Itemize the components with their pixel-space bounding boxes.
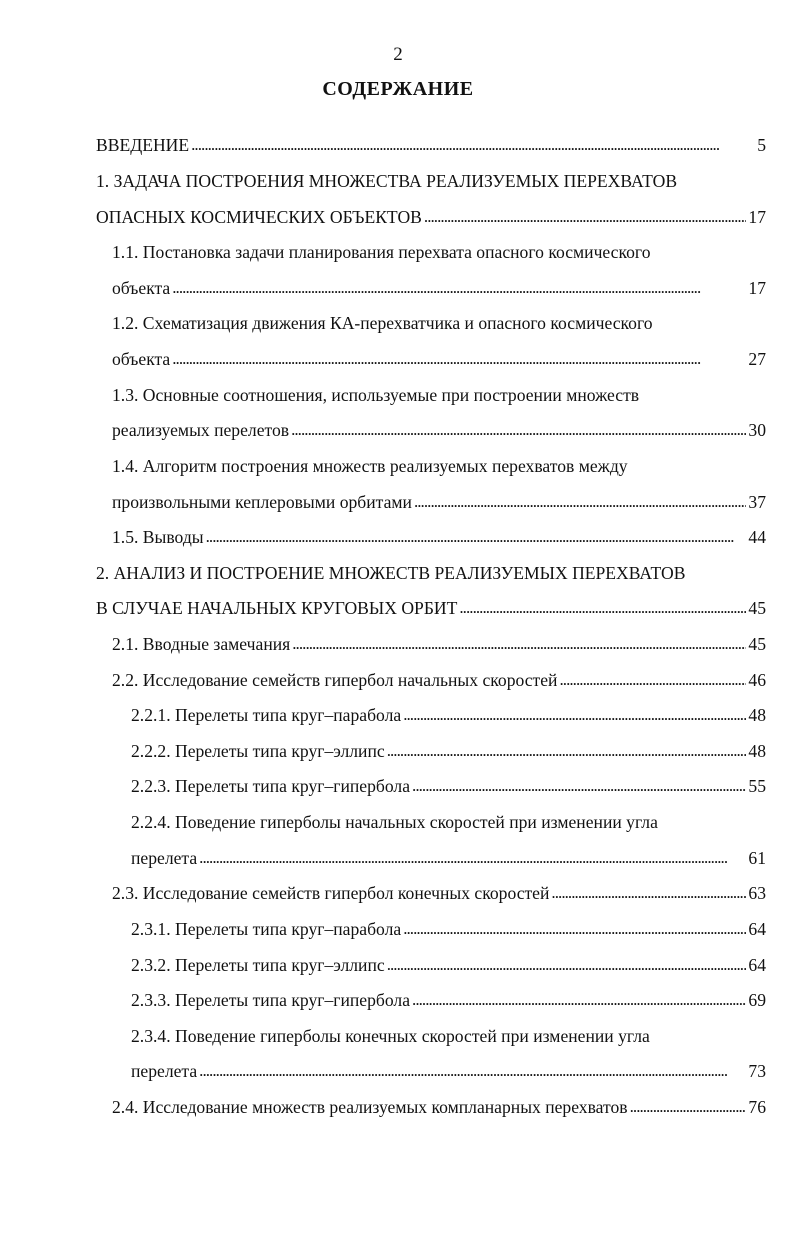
toc-entry-text: ВВЕДЕНИЕ <box>96 135 190 155</box>
toc-page-number: 69 <box>748 990 766 1010</box>
toc-entry-chapter-1-cont[interactable] <box>96 200 766 228</box>
toc-page-number: 44 <box>748 527 766 547</box>
dot-leader <box>199 847 746 869</box>
toc-page-number: 5 <box>757 135 766 155</box>
toc-entry-2-2[interactable] <box>112 663 766 691</box>
toc-entry-2-3-2[interactable] <box>131 948 766 976</box>
dot-leader <box>403 918 746 940</box>
dot-leader <box>199 1060 746 1082</box>
toc-entry-text: 1.5. Выводы <box>112 527 204 547</box>
toc-entry-1-2[interactable] <box>112 306 766 334</box>
toc-entry-2-1[interactable] <box>112 627 766 655</box>
toc-entry-1-3[interactable] <box>112 378 766 406</box>
toc-page-number: 27 <box>748 349 766 369</box>
toc-entry-text: 2.3.3. Перелеты типа круг–гипербола <box>131 990 411 1010</box>
toc-page-number: 37 <box>748 492 766 512</box>
toc-entry-text: 2.2.3. Перелеты типа круг–гипербола <box>131 776 411 796</box>
toc-page-number: 17 <box>748 207 766 227</box>
toc-entry-text: перелета <box>131 1061 198 1081</box>
toc-entry-2-2-1[interactable] <box>131 698 766 726</box>
dot-leader <box>206 526 747 548</box>
toc-entry-text: ОПАСНЫХ КОСМИЧЕСКИХ ОБЪЕКТОВ <box>96 207 422 227</box>
dot-leader <box>414 491 746 513</box>
toc-page-number: 73 <box>748 1061 766 1081</box>
toc-page-number: 76 <box>748 1097 766 1117</box>
toc-entry-2-2-2[interactable] <box>131 734 766 762</box>
dot-leader <box>403 704 746 726</box>
toc-entry-2-3-3[interactable] <box>131 983 766 1011</box>
toc-entry-2-2-4[interactable] <box>131 805 766 833</box>
toc-page-number: 30 <box>748 420 766 440</box>
toc-entry-2-2-3[interactable] <box>131 769 766 797</box>
toc-page-number: 64 <box>748 955 766 975</box>
toc-entry-text: объекта <box>112 278 171 298</box>
toc-entry-1-3-cont[interactable] <box>112 413 766 441</box>
toc-entry-1-2-cont[interactable] <box>112 342 766 370</box>
toc-entry-text: 1.1. Постановка задачи планирования перехвата опасного космического <box>112 242 651 262</box>
toc-page-number: 61 <box>748 848 766 868</box>
toc-entry-1-5[interactable] <box>112 520 766 548</box>
dot-leader <box>191 134 755 156</box>
toc-entry-text: 2.2. Исследование семейств гипербол начальных скоростей <box>112 670 558 690</box>
toc-page-number: 48 <box>748 741 766 761</box>
dot-leader <box>292 633 746 655</box>
toc-entry-1-1-cont[interactable] <box>112 271 766 299</box>
toc-entry-chapter-1[interactable] <box>96 164 766 192</box>
toc-entry-text: 2.3.4. Поведение гиперболы конечных скоростей при изменении угла <box>131 1026 650 1046</box>
page-number: 2 <box>393 44 403 65</box>
toc-entry-text: 1.4. Алгоритм построения множеств реализуемых перехватов между <box>112 456 628 476</box>
toc-entry-2-3-1[interactable] <box>131 912 766 940</box>
toc-entry-chapter-2-cont[interactable] <box>96 591 766 619</box>
toc-entry-1-1[interactable] <box>112 235 766 263</box>
toc-entry-text: 2.3. Исследование семейств гипербол конечных скоростей <box>112 883 550 903</box>
dot-leader <box>551 882 746 904</box>
dot-leader <box>559 669 746 691</box>
dot-leader <box>459 597 746 619</box>
toc-page-number: 45 <box>748 598 766 618</box>
toc-entry-text: 2.3.1. Перелеты типа круг–парабола <box>131 919 402 939</box>
toc-entry-text: перелета <box>131 848 198 868</box>
toc-entry-2-3-4-cont[interactable] <box>131 1054 766 1082</box>
toc-entry-2-4[interactable] <box>112 1090 766 1118</box>
dot-leader <box>387 740 747 762</box>
toc-entry-2-3-4[interactable] <box>131 1019 766 1047</box>
toc-entry-text: 2.4. Исследование множеств реализуемых компланарных перехватов <box>112 1097 628 1117</box>
toc-entry-text: 1. ЗАДАЧА ПОСТРОЕНИЯ МНОЖЕСТВА РЕАЛИЗУЕМЫХ ПЕРЕХВАТОВ <box>96 171 678 191</box>
dot-leader <box>172 348 746 370</box>
dot-leader <box>630 1096 747 1118</box>
toc-page-number: 63 <box>748 883 766 903</box>
toc-entry-text: реализуемых перелетов <box>112 420 290 440</box>
toc-entry-text: произвольными кеплеровыми орбитами <box>112 492 412 512</box>
toc-entry-text: В СЛУЧАЕ НАЧАЛЬНЫХ КРУГОВЫХ ОРБИТ <box>96 598 458 618</box>
toc-entry-2-2-4-cont[interactable] <box>131 841 766 869</box>
toc-page-number: 17 <box>748 278 766 298</box>
toc-entry-text: 1.2. Схематизация движения КА-перехватчика и опасного космического <box>112 313 653 333</box>
toc-entry-text: 2.2.2. Перелеты типа круг–эллипс <box>131 741 385 761</box>
toc-entry-text: 1.3. Основные соотношения, используемые при построении множеств <box>112 385 640 405</box>
toc-page-number: 64 <box>748 919 766 939</box>
toc-entry-text: 2.2.4. Поведение гиперболы начальных скоростей при изменении угла <box>131 812 658 832</box>
toc-entry-2-3[interactable] <box>112 876 766 904</box>
toc-entry-text: 2.2.1. Перелеты типа круг–парабола <box>131 705 402 725</box>
toc-entry-1-4[interactable] <box>112 449 766 477</box>
toc-title: СОДЕРЖАНИЕ <box>322 78 474 100</box>
toc-entry-text: 2.3.2. Перелеты типа круг–эллипс <box>131 955 385 975</box>
dot-leader <box>412 775 746 797</box>
dot-leader <box>172 277 746 299</box>
dot-leader <box>291 419 746 441</box>
dot-leader <box>412 989 746 1011</box>
toc-entry-introduction[interactable] <box>96 128 766 156</box>
toc-entry-1-4-cont[interactable] <box>112 485 766 513</box>
toc-entry-chapter-2[interactable] <box>96 556 766 584</box>
toc-entry-text: 2.1. Вводные замечания <box>112 634 291 654</box>
toc-entry-text: 2. АНАЛИЗ И ПОСТРОЕНИЕ МНОЖЕСТВ РЕАЛИЗУЕМЫХ ПЕРЕХВАТОВ <box>96 563 686 583</box>
toc-page-number: 55 <box>748 776 766 796</box>
toc-page-number: 46 <box>748 670 766 690</box>
toc-page-number: 48 <box>748 705 766 725</box>
dot-leader <box>424 206 747 228</box>
dot-leader <box>387 954 747 976</box>
toc-page-number: 45 <box>748 634 766 654</box>
toc-entry-text: объекта <box>112 349 171 369</box>
